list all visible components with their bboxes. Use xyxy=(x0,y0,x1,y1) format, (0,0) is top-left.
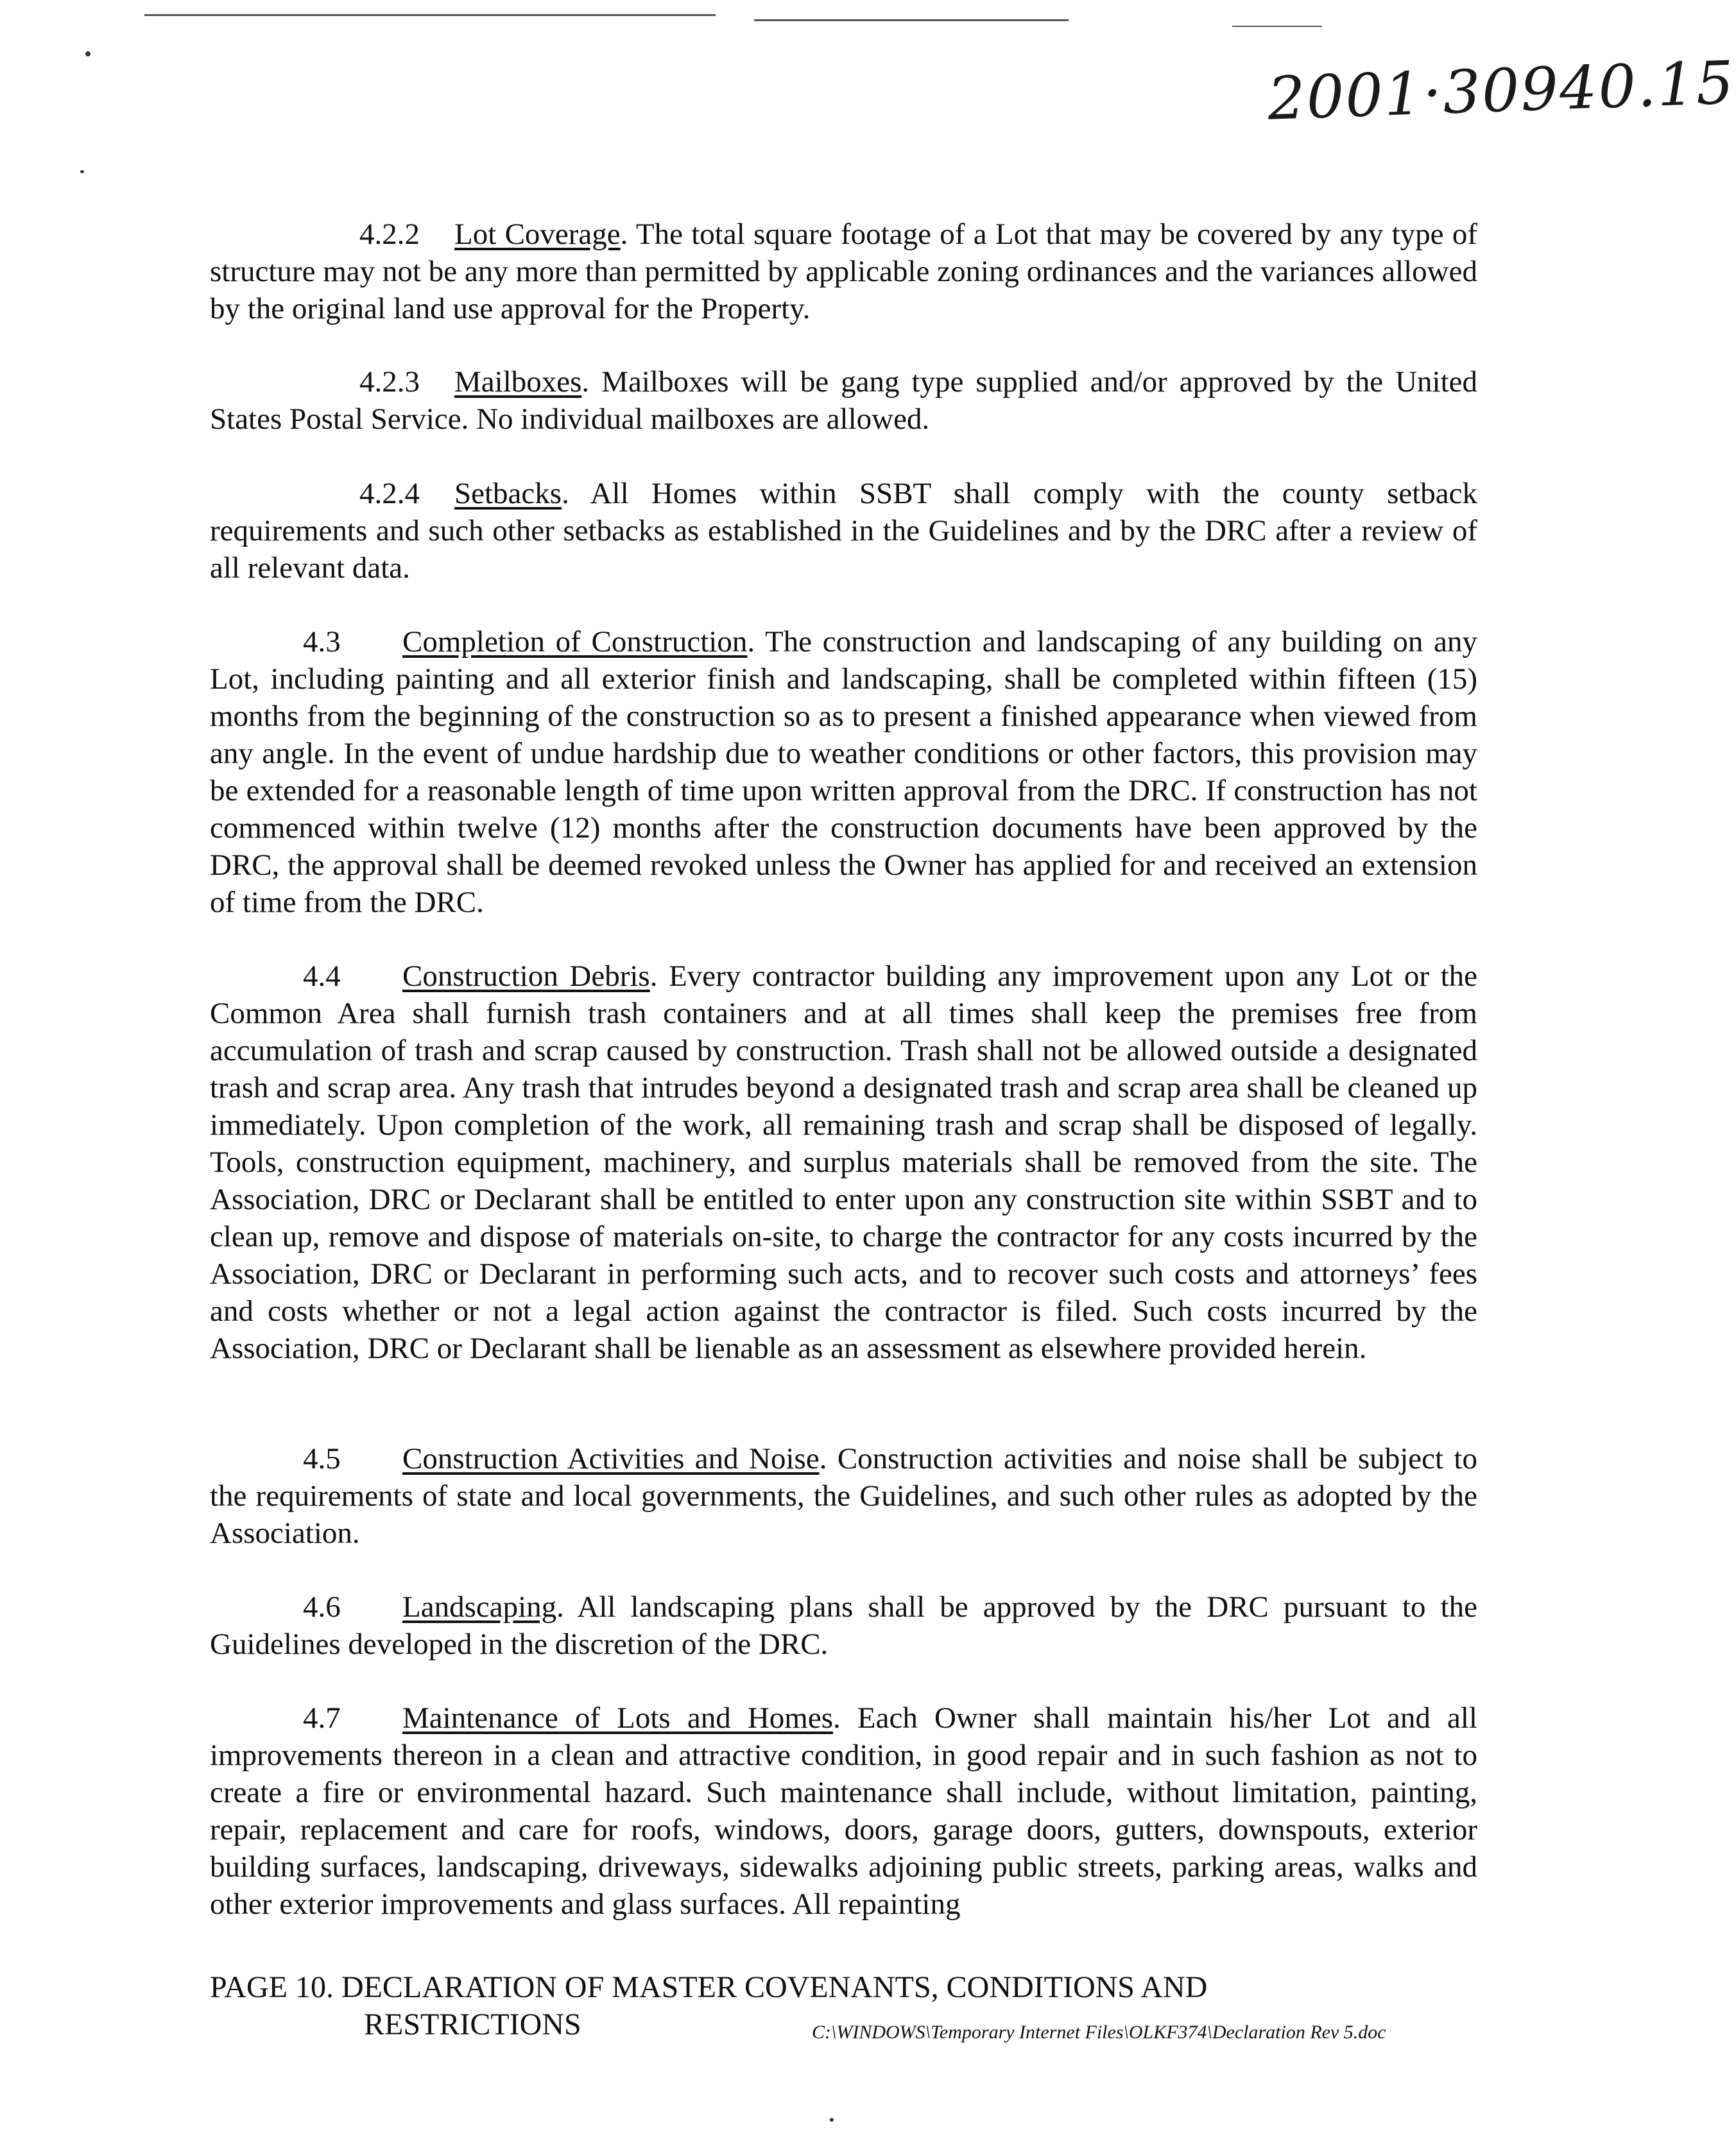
section-heading: Setbacks xyxy=(454,477,562,510)
section-text: . Each Owner shall maintain his/her Lot and all improvements thereon in a clean and attractive condition, in good repair and in such fashion as not to create a fire or environmental hazard. Such maintenance shall include, without limitation, painting, repair, replacement and care for roofs, windows, doors, garage doors, gutters, downspouts, exterior building surfaces, landscaping, driveways, sidewalks adjoining public streets, parking areas, walks and other exterior improvements and glass surfaces. All repainting xyxy=(210,1701,1477,1921)
section-number: 4.3 xyxy=(303,625,341,658)
scan-speck xyxy=(85,51,90,56)
scan-line-top-left xyxy=(144,14,716,16)
footer-title-line2: RESTRICTIONS xyxy=(364,2007,581,2042)
section-text: . Construction activities and noise shall be subject to the requirements of state and local governments, the Guidelines, and such other rules as adopted by the Association. xyxy=(210,1442,1477,1550)
section-number: 4.7 xyxy=(303,1701,341,1735)
scan-line-top-right xyxy=(1232,26,1322,27)
document-number: 2001·30940.15 xyxy=(1266,48,1736,133)
section-number: 4.4 xyxy=(303,959,341,993)
section-number: 4.2.2 xyxy=(359,218,420,251)
footer-title-line1: PAGE 10. DECLARATION OF MASTER COVENANTS, CONDITIONS AND xyxy=(210,1970,1208,2004)
section-text: . Every contractor building any improvement upon any Lot or the Common Area shall furnish trash containers and at all times shall keep the premises free from accumulation of trash and scrap caused by construction. Trash shall not be allowed outside a designated trash and scrap area. Any trash that intrudes beyond a designated trash and scrap area shall be cleaned up immediately. Upon completion of the work, all remaining trash and scrap shall be disposed of legally. Tools, construction equipment, machinery, and surplus materials shall be removed from the site. The Association, DRC or Declarant shall be entitled to enter upon any construction site within SSBT and to clean up, remove and dispose of materials on-site, to charge the contractor for any costs incurred by the Association, DRC or Declarant in performing such acts, and to recover such costs and attorneys’ fees and costs whether or not a legal action against the contractor is filed. Such costs incurred by the Association, DRC or Declarant shall be lienable as an assessment as elsewhere provided herein. xyxy=(210,959,1477,1365)
section-heading: Construction Activities and Noise xyxy=(402,1442,820,1475)
section-text: . Mailboxes will be gang type supplied and/or approved by the United States Postal Service. No individual mailboxes are allowed. xyxy=(210,365,1477,436)
section-4-2-4 xyxy=(210,475,1477,587)
section-number: 4.6 xyxy=(303,1590,341,1624)
section-number: 4.2.4 xyxy=(359,477,420,510)
section-4-7 xyxy=(210,1699,1477,1923)
section-4-3 xyxy=(210,623,1477,921)
section-text: . All Homes within SSBT shall comply with the county setback requirements and such other setbacks as established in the Guidelines and by the DRC after a review of all relevant data. xyxy=(210,477,1477,585)
section-text: . The total square footage of a Lot that may be covered by any type of structure may not be any more than permitted by applicable zoning ordinances and the variances allowed by the original land use approval for the Property. xyxy=(210,218,1477,325)
section-heading: Mailboxes xyxy=(454,365,582,399)
section-heading: Construction Debris xyxy=(402,959,650,993)
section-4-6 xyxy=(210,1588,1477,1663)
section-4-2-2 xyxy=(210,216,1477,327)
section-text: . All landscaping plans shall be approved by the DRC pursuant to the Guidelines developed in the discretion of the DRC. xyxy=(210,1590,1477,1661)
section-4-4 xyxy=(210,958,1477,1367)
section-heading: Lot Coverage xyxy=(454,218,621,251)
section-text: . The construction and landscaping of any building on any Lot, including painting and all exterior finish and landscaping, shall be completed within fifteen (15) months from the beginning of the construction so as to present a finished appearance when viewed from any angle. In the event of undue hardship due to weather conditions or other factors, this provision may be extended for a reasonable length of time upon written approval from the DRC. If construction has not commenced within twelve (12) months after the construction documents have been approved by the DRC, the approval shall be deemed revoked unless the Owner has applied for and received an extension of time from the DRC. xyxy=(210,625,1477,919)
scan-line-top-middle xyxy=(754,19,1069,21)
footer-file-path: C:\WINDOWS\Temporary Internet Files\OLKF374\Declaration Rev 5.doc xyxy=(812,2022,1386,2043)
section-number: 4.2.3 xyxy=(359,365,420,399)
scan-speck xyxy=(80,170,84,173)
section-heading: Completion of Construction xyxy=(402,625,748,658)
section-number: 4.5 xyxy=(303,1442,341,1475)
section-4-2-3 xyxy=(210,363,1477,438)
section-4-5 xyxy=(210,1440,1477,1552)
scan-speck xyxy=(830,2118,834,2122)
section-heading: Maintenance of Lots and Homes xyxy=(402,1701,834,1735)
section-heading: Landscaping xyxy=(402,1590,557,1624)
